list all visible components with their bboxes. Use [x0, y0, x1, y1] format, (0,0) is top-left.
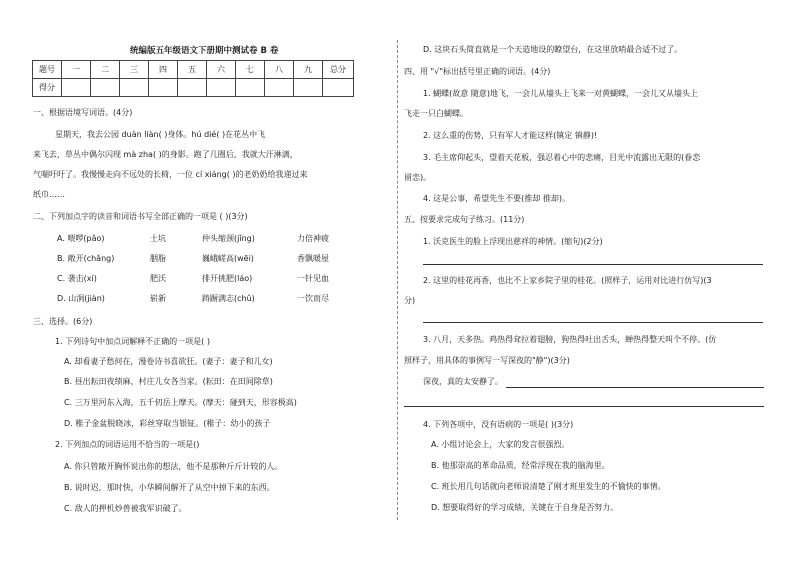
- answer-line[interactable]: [423, 322, 763, 323]
- score-cell[interactable]: [149, 79, 178, 97]
- score-cell[interactable]: [265, 79, 294, 97]
- q2-option: 一针见血: [297, 274, 329, 283]
- q2-option: 排开挑肥(láo): [202, 274, 253, 283]
- q5-3-text: 深夜，真的太安静了。: [423, 377, 503, 386]
- answer-line[interactable]: [404, 406, 764, 407]
- q1-text-line: 来飞去，草丛中偶尔闪现 mà zha( )的身影。跑了几圈后，我就大汗淋漓，: [33, 150, 298, 159]
- answer-line[interactable]: [506, 387, 764, 388]
- q3-1-option-c: C. 三万里河东入海，五千仞岳上摩天。(摩天：碰到天，形容极高): [64, 398, 297, 407]
- q2-option: 肥沃: [150, 274, 166, 283]
- q2-option: A. 喂啰(pǎo): [57, 234, 105, 243]
- q3-2-stem: 2. 下列加点的词语运用不恰当的一项是(): [55, 440, 200, 449]
- q2-option: 力倍神疲: [297, 234, 329, 243]
- q3-2-option-c: C. 敌人的押机炒兽被我军识破了。: [64, 504, 187, 513]
- q5-2-text: 2. 这里的桂花再香，也比不上家乡院子里的桂花。(照样子，运用对比进行仿写)(3: [423, 276, 712, 285]
- score-table-header-row: [33, 61, 354, 79]
- q5-2-text: 分): [404, 296, 416, 305]
- score-cell[interactable]: [236, 79, 265, 97]
- q2-option: 仲头缩颈(jǐng): [202, 234, 255, 243]
- q3-1-option-d: D. 稚子金盆脱晓冰，彩丝穿取当银钲。(稚子：幼小的孩子: [64, 419, 271, 428]
- q3-1-option-a: A. 却看妻子愁何在，漫卷诗书喜欲狂。(妻子：妻子和儿女): [64, 357, 273, 366]
- q5-4-stem: 4. 下列各项中，没有语病的一项是( )(3分): [423, 420, 574, 429]
- column-divider: [397, 40, 398, 520]
- q3-2-option-b: B. 说时迟，那时快，小华瞬间解开了从空中掉下来的东西。: [64, 483, 275, 492]
- q4-2-text: 2. 这么重的伤势，只有军人才能这样(镇定 镇静)!: [423, 131, 598, 140]
- score-cell[interactable]: [62, 79, 91, 97]
- q2-option: 胭脂: [150, 254, 166, 263]
- score-cell[interactable]: [207, 79, 236, 97]
- score-table: [32, 60, 354, 97]
- q3-2-option-d: D. 这块石头简直就是一个天造地设的瞭望台，在这里放哨最合适不过了。: [423, 45, 683, 54]
- exam-title: 统编版五年级语文下册期中测试卷 B 卷: [130, 46, 279, 56]
- q2-option: B. 敞开(chǎng): [57, 254, 115, 263]
- q5-1-text: 1. 沃克医生的脸上浮现出慈祥的神情。(缩句)(2分): [423, 237, 603, 246]
- q3-1-option-b: B. 昼出耘田夜绩麻，村庄儿女各当家。(耘田：在田间除草): [64, 377, 273, 386]
- table-cell: 三: [120, 61, 149, 79]
- q3-1-stem: 1. 下列诗句中加点词解释不正确的一项是( ): [55, 337, 210, 346]
- table-cell: 六: [207, 61, 236, 79]
- q1-text-line: 星期天，我去公园 duàn liàn( )身体。hú dié( )在花丛中飞: [55, 130, 266, 139]
- q2-option: 香飘暖屋: [297, 254, 329, 263]
- table-cell: 一: [62, 61, 91, 79]
- score-cell[interactable]: [120, 79, 149, 97]
- q2-option: C. 袭击(xí): [57, 274, 97, 283]
- q2-option: D. 山涧(jiàn): [57, 294, 105, 303]
- score-cell[interactable]: [91, 79, 120, 97]
- score-cell[interactable]: [178, 79, 207, 97]
- q2-option: 踌蹰满志(chǔ): [202, 294, 255, 303]
- q4-1-text: 飞走一只白蝴蝶。: [404, 109, 468, 118]
- score-table-score-row: [33, 79, 354, 97]
- table-cell: 题号: [33, 61, 62, 79]
- q4-3-text: 3. 毛主席仰起头，望着天花板，强忍着心中的悲痛，目光中流露出无限的(眷恋: [423, 153, 701, 162]
- q5-3-text: 照样子，用具体的事例写一写深夜的"静")(3分): [404, 356, 570, 365]
- q5-3-text: 3. 八月，天多热。鸡热得耷拉着翅膀，狗热得吐出舌头，蝉热得整天叫个不停。(仿: [423, 335, 717, 344]
- q1-heading: 一、根据语境写词语。(4分): [33, 108, 133, 117]
- q2-option: 崭新: [150, 294, 166, 303]
- q2-heading: 二、下列加点字的读音和词语书写全部正确的一项是 ( )(3分): [33, 212, 248, 221]
- table-cell: 九: [294, 61, 323, 79]
- q1-text-line: 纸巾……: [33, 190, 65, 199]
- q2-option: 巍峨嵯高(wēi): [202, 254, 254, 263]
- q4-heading: 四、用 "√"标出括号里正确的词语。(4分): [404, 67, 551, 76]
- score-cell[interactable]: [294, 79, 323, 97]
- table-cell: 总分: [323, 61, 354, 79]
- q5-4-option-a: A. 小组讨论会上，大家的发言很强烈。: [431, 440, 570, 449]
- table-cell: 五: [178, 61, 207, 79]
- q2-option: 土坑: [150, 234, 166, 243]
- q5-4-option-c: C. 班长用几句话就向老师说清楚了刚才班里发生的不愉快的事情。: [431, 482, 666, 491]
- answer-line[interactable]: [423, 264, 763, 265]
- q5-heading: 五、按要求完成句子练习。(11分): [404, 215, 525, 224]
- q2-option: 一饮而尽: [297, 294, 329, 303]
- table-cell: 八: [265, 61, 294, 79]
- q5-4-option-b: B. 他那崇高的革命品质，经常浮现在我的脑海里。: [431, 461, 610, 470]
- table-cell: 得分: [33, 79, 62, 97]
- table-cell: 七: [236, 61, 265, 79]
- q3-2-option-a: A. 你只管敞开胸怀说出你的想法，他不是那种斤斤计较的人。: [64, 462, 283, 471]
- q4-1-text: 1. 蝴蝶(故意 随意)地飞，一会儿从墙头上飞来一对黄蝴蝶，一会儿又从墙头上: [423, 89, 698, 98]
- q1-text-line: 气喘吁吁了。我慢慢走向不远处的长椅，一位 cí xiáng( )的老奶奶给我递过来: [33, 170, 308, 179]
- table-cell: 四: [149, 61, 178, 79]
- score-cell[interactable]: [323, 79, 354, 97]
- q4-3-text: 留恋)。: [404, 173, 432, 182]
- q4-4-text: 4. 这是公事，希望先生不要(推却 推却)。: [423, 194, 570, 203]
- q5-4-option-d: D. 想要取得好的学习成绩，关键在于自身是否努力。: [431, 503, 619, 512]
- q3-heading: 三、选择。(6分): [33, 317, 93, 326]
- table-cell: 二: [91, 61, 120, 79]
